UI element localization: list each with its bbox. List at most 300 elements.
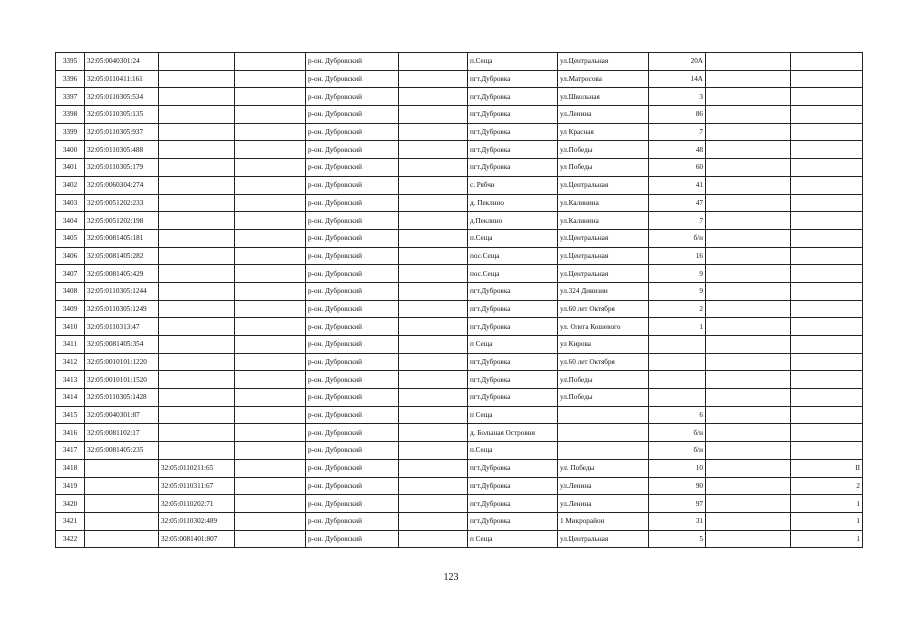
cell-cadastral-number: 32:05:0110305:179 bbox=[85, 159, 159, 177]
cell-row-number: 3398 bbox=[56, 106, 85, 124]
cell-empty bbox=[399, 318, 468, 336]
cell-cadastral-number bbox=[85, 495, 159, 513]
cell-house-number: б/н bbox=[649, 229, 706, 247]
cell-empty bbox=[399, 282, 468, 300]
cell-row-number: 3417 bbox=[56, 442, 85, 460]
cell-street: ул Кирова bbox=[558, 336, 649, 354]
cell-row-number: 3418 bbox=[56, 459, 85, 477]
cell-locality: пгт.Дубровка bbox=[468, 353, 558, 371]
cell-empty bbox=[706, 212, 791, 230]
cell-empty bbox=[706, 389, 791, 407]
cell-house-number: 90 bbox=[649, 477, 706, 495]
cell-street: ул.Победы bbox=[558, 389, 649, 407]
cell-empty bbox=[706, 336, 791, 354]
cell-empty bbox=[235, 406, 306, 424]
cell-street: ул.Центральная bbox=[558, 176, 649, 194]
cell-cadastral-number-alt bbox=[159, 53, 235, 71]
cell-street bbox=[558, 424, 649, 442]
cell-cadastral-number-alt bbox=[159, 88, 235, 106]
cell-cadastral-number-alt bbox=[159, 106, 235, 124]
cell-empty bbox=[706, 371, 791, 389]
cell-empty bbox=[706, 106, 791, 124]
cell-extra-value: 1 bbox=[791, 495, 863, 513]
cell-empty bbox=[399, 371, 468, 389]
cell-house-number: 6 bbox=[649, 406, 706, 424]
cell-extra-value bbox=[791, 141, 863, 159]
cell-cadastral-number-alt: 32:05:0110302:489 bbox=[159, 512, 235, 530]
table-row bbox=[56, 442, 863, 460]
cell-cadastral-number: 32:05:0110411:161 bbox=[85, 70, 159, 88]
cell-empty bbox=[235, 495, 306, 513]
cell-cadastral-number-alt: 32:05:0110211:65 bbox=[159, 459, 235, 477]
cell-cadastral-number-alt bbox=[159, 424, 235, 442]
cell-extra-value bbox=[791, 442, 863, 460]
cell-region: р-он. Дубровский bbox=[306, 512, 399, 530]
cell-empty bbox=[399, 176, 468, 194]
cell-cadastral-number: 32:05:0110305:488 bbox=[85, 141, 159, 159]
table-row bbox=[56, 212, 863, 230]
cell-extra-value bbox=[791, 229, 863, 247]
cell-house-number: 9 bbox=[649, 265, 706, 283]
cell-row-number: 3402 bbox=[56, 176, 85, 194]
cell-extra-value bbox=[791, 194, 863, 212]
cell-cadastral-number-alt bbox=[159, 247, 235, 265]
cell-empty bbox=[399, 477, 468, 495]
cell-extra-value bbox=[791, 318, 863, 336]
cell-row-number: 3420 bbox=[56, 495, 85, 513]
table-row bbox=[56, 406, 863, 424]
cell-locality: п.Сеща bbox=[468, 53, 558, 71]
cell-locality: пгт.Дубровка bbox=[468, 300, 558, 318]
cell-empty bbox=[235, 88, 306, 106]
table-row bbox=[56, 141, 863, 159]
cell-cadastral-number-alt: 32:05:0081401:807 bbox=[159, 530, 235, 548]
cell-region: р-он. Дубровский bbox=[306, 70, 399, 88]
cell-empty bbox=[706, 123, 791, 141]
cell-house-number: 16 bbox=[649, 247, 706, 265]
cell-empty bbox=[706, 424, 791, 442]
cell-house-number: 86 bbox=[649, 106, 706, 124]
cell-locality: п.Сеща bbox=[468, 442, 558, 460]
table-row bbox=[56, 530, 863, 548]
table-row bbox=[56, 265, 863, 283]
cell-cadastral-number bbox=[85, 459, 159, 477]
cell-cadastral-number: 32:05:0081405:181 bbox=[85, 229, 159, 247]
cell-region: р-он. Дубровский bbox=[306, 459, 399, 477]
cell-house-number: 7 bbox=[649, 212, 706, 230]
register-table-body bbox=[56, 53, 863, 548]
table-row bbox=[56, 477, 863, 495]
cell-region: р-он. Дубровский bbox=[306, 318, 399, 336]
cell-extra-value bbox=[791, 159, 863, 177]
cell-cadastral-number-alt bbox=[159, 265, 235, 283]
cell-row-number: 3412 bbox=[56, 353, 85, 371]
cell-row-number: 3397 bbox=[56, 88, 85, 106]
cell-row-number: 3413 bbox=[56, 371, 85, 389]
cell-locality: пгт.Дубровка bbox=[468, 512, 558, 530]
cell-cadastral-number-alt bbox=[159, 70, 235, 88]
cell-street: ул.Центральная bbox=[558, 265, 649, 283]
cell-row-number: 3410 bbox=[56, 318, 85, 336]
cell-empty bbox=[399, 194, 468, 212]
table-row bbox=[56, 159, 863, 177]
cell-empty bbox=[706, 318, 791, 336]
cell-region: р-он. Дубровский bbox=[306, 353, 399, 371]
cell-region: р-он. Дубровский bbox=[306, 123, 399, 141]
cell-house-number: 14А bbox=[649, 70, 706, 88]
cell-locality: п Сеща bbox=[468, 336, 558, 354]
cell-region: р-он. Дубровский bbox=[306, 88, 399, 106]
cell-row-number: 3401 bbox=[56, 159, 85, 177]
cell-cadastral-number-alt bbox=[159, 406, 235, 424]
cell-street: ул.Центральная bbox=[558, 247, 649, 265]
table-row bbox=[56, 353, 863, 371]
cell-region: р-он. Дубровский bbox=[306, 141, 399, 159]
cell-empty bbox=[706, 353, 791, 371]
cell-empty bbox=[235, 141, 306, 159]
cell-empty bbox=[399, 106, 468, 124]
cell-empty bbox=[235, 229, 306, 247]
cell-empty bbox=[706, 442, 791, 460]
cell-street: ул.324 Дивизии bbox=[558, 282, 649, 300]
cell-empty bbox=[706, 265, 791, 283]
cell-house-number: 20А bbox=[649, 53, 706, 71]
cell-house-number bbox=[649, 336, 706, 354]
cell-cadastral-number: 32:05:0110305:937 bbox=[85, 123, 159, 141]
cell-cadastral-number: 32:05:0040301:24 bbox=[85, 53, 159, 71]
cell-street bbox=[558, 442, 649, 460]
cell-cadastral-number-alt: 32:05:0110311:67 bbox=[159, 477, 235, 495]
table-row bbox=[56, 389, 863, 407]
cell-empty bbox=[706, 282, 791, 300]
cell-empty bbox=[706, 229, 791, 247]
cell-empty bbox=[399, 459, 468, 477]
register-table bbox=[55, 52, 863, 548]
cell-extra-value: II bbox=[791, 459, 863, 477]
cell-empty bbox=[399, 247, 468, 265]
cell-locality: с. Рябчи bbox=[468, 176, 558, 194]
cell-empty bbox=[235, 265, 306, 283]
cell-empty bbox=[399, 406, 468, 424]
cell-empty bbox=[235, 424, 306, 442]
cell-cadastral-number: 32:05:0051202:198 bbox=[85, 212, 159, 230]
cell-region: р-он. Дубровский bbox=[306, 371, 399, 389]
cell-street: ул.60 лет Октября bbox=[558, 300, 649, 318]
table-row bbox=[56, 459, 863, 477]
cell-row-number: 3421 bbox=[56, 512, 85, 530]
cell-locality: п Сеща bbox=[468, 530, 558, 548]
cell-empty bbox=[399, 353, 468, 371]
cell-extra-value bbox=[791, 282, 863, 300]
table-row bbox=[56, 194, 863, 212]
table-row bbox=[56, 336, 863, 354]
cell-cadastral-number-alt bbox=[159, 389, 235, 407]
cell-locality: д.Пеклино bbox=[468, 212, 558, 230]
cell-row-number: 3395 bbox=[56, 53, 85, 71]
cell-empty bbox=[399, 389, 468, 407]
cell-house-number: б/н bbox=[649, 424, 706, 442]
cell-empty bbox=[235, 512, 306, 530]
cell-house-number: 31 bbox=[649, 512, 706, 530]
cell-cadastral-number bbox=[85, 477, 159, 495]
cell-region: р-он. Дубровский bbox=[306, 229, 399, 247]
cell-empty bbox=[706, 477, 791, 495]
cell-house-number: 1 bbox=[649, 318, 706, 336]
cell-empty bbox=[235, 247, 306, 265]
cell-locality: д. Большая Островня bbox=[468, 424, 558, 442]
cell-empty bbox=[706, 176, 791, 194]
cell-empty bbox=[235, 371, 306, 389]
table-row bbox=[56, 229, 863, 247]
cell-street: 1 Микрорайон bbox=[558, 512, 649, 530]
cell-street: ул. Победы bbox=[558, 459, 649, 477]
cell-empty bbox=[706, 159, 791, 177]
cell-empty bbox=[399, 424, 468, 442]
cell-locality: пгт.Дубровка bbox=[468, 282, 558, 300]
cell-region: р-он. Дубровский bbox=[306, 247, 399, 265]
cell-row-number: 3419 bbox=[56, 477, 85, 495]
cell-street: ул.Центральная bbox=[558, 229, 649, 247]
table-row bbox=[56, 318, 863, 336]
cell-street: ул.Ленина bbox=[558, 477, 649, 495]
cell-house-number: 3 bbox=[649, 88, 706, 106]
cell-cadastral-number: 32:05:0051202:233 bbox=[85, 194, 159, 212]
cell-cadastral-number-alt bbox=[159, 123, 235, 141]
cell-cadastral-number-alt bbox=[159, 194, 235, 212]
cell-house-number bbox=[649, 371, 706, 389]
cell-house-number: 10 bbox=[649, 459, 706, 477]
cell-extra-value: 1 bbox=[791, 530, 863, 548]
cell-row-number: 3406 bbox=[56, 247, 85, 265]
cell-cadastral-number-alt bbox=[159, 318, 235, 336]
cell-street: ул.Центральная bbox=[558, 530, 649, 548]
cell-extra-value bbox=[791, 371, 863, 389]
cell-row-number: 3415 bbox=[56, 406, 85, 424]
cell-extra-value bbox=[791, 176, 863, 194]
cell-empty bbox=[235, 336, 306, 354]
cell-empty bbox=[399, 495, 468, 513]
cell-empty bbox=[399, 53, 468, 71]
cell-empty bbox=[235, 282, 306, 300]
cell-empty bbox=[235, 159, 306, 177]
cell-row-number: 3422 bbox=[56, 530, 85, 548]
cell-region: р-он. Дубровский bbox=[306, 176, 399, 194]
cell-locality: пгт.Дубровка bbox=[468, 70, 558, 88]
cell-cadastral-number-alt bbox=[159, 353, 235, 371]
cell-locality: пос.Сеща bbox=[468, 265, 558, 283]
cell-locality: пгт.Дубровка bbox=[468, 389, 558, 407]
cell-empty bbox=[399, 530, 468, 548]
cell-cadastral-number: 32:05:0081405:235 bbox=[85, 442, 159, 460]
cell-empty bbox=[399, 442, 468, 460]
cell-street: ул.Победы bbox=[558, 371, 649, 389]
cell-cadastral-number: 32:05:0081405:429 bbox=[85, 265, 159, 283]
cell-extra-value: 1 bbox=[791, 512, 863, 530]
cell-locality: пгт.Дубровка bbox=[468, 159, 558, 177]
cell-empty bbox=[399, 300, 468, 318]
cell-cadastral-number: 32:05:0081102:17 bbox=[85, 424, 159, 442]
cell-region: р-он. Дубровский bbox=[306, 406, 399, 424]
cell-cadastral-number: 32:05:0110305:135 bbox=[85, 106, 159, 124]
cell-street: ул.60 лет Октября bbox=[558, 353, 649, 371]
cell-cadastral-number bbox=[85, 530, 159, 548]
table-row bbox=[56, 70, 863, 88]
cell-street: ул.Матросова bbox=[558, 70, 649, 88]
cell-locality: пгт.Дубровка bbox=[468, 123, 558, 141]
cell-street: ул.Калинина bbox=[558, 212, 649, 230]
cell-region: р-он. Дубровский bbox=[306, 442, 399, 460]
cell-house-number: 7 bbox=[649, 123, 706, 141]
cell-cadastral-number: 32:05:0010101:1520 bbox=[85, 371, 159, 389]
cell-cadastral-number: 32:05:0081405:354 bbox=[85, 336, 159, 354]
cell-region: р-он. Дубровский bbox=[306, 194, 399, 212]
cell-row-number: 3400 bbox=[56, 141, 85, 159]
cell-cadastral-number: 32:05:0110305:1428 bbox=[85, 389, 159, 407]
cell-house-number: 2 bbox=[649, 300, 706, 318]
cell-empty bbox=[706, 300, 791, 318]
cell-locality: пгт.Дубровка bbox=[468, 459, 558, 477]
cell-region: р-он. Дубровский bbox=[306, 106, 399, 124]
cell-region: р-он. Дубровский bbox=[306, 389, 399, 407]
cell-street: ул.Ленина bbox=[558, 106, 649, 124]
cell-empty bbox=[706, 53, 791, 71]
cell-region: р-он. Дубровский bbox=[306, 424, 399, 442]
cell-extra-value bbox=[791, 353, 863, 371]
cell-empty bbox=[235, 459, 306, 477]
cell-extra-value bbox=[791, 123, 863, 141]
cell-empty bbox=[399, 229, 468, 247]
cell-cadastral-number-alt bbox=[159, 300, 235, 318]
cell-row-number: 3414 bbox=[56, 389, 85, 407]
cell-row-number: 3407 bbox=[56, 265, 85, 283]
cell-region: р-он. Дубровский bbox=[306, 159, 399, 177]
cell-empty bbox=[235, 389, 306, 407]
cell-region: р-он. Дубровский bbox=[306, 300, 399, 318]
cell-empty bbox=[235, 123, 306, 141]
cell-house-number: 9 bbox=[649, 282, 706, 300]
cell-house-number: 41 bbox=[649, 176, 706, 194]
cell-house-number: 48 bbox=[649, 141, 706, 159]
cell-empty bbox=[235, 318, 306, 336]
cell-empty bbox=[706, 495, 791, 513]
table-row bbox=[56, 88, 863, 106]
cell-locality: пгт.Дубровка bbox=[468, 106, 558, 124]
cell-locality: п.Сеща bbox=[468, 229, 558, 247]
cell-cadastral-number: 32:05:0040301:87 bbox=[85, 406, 159, 424]
cell-empty bbox=[235, 442, 306, 460]
cell-locality: пгт.Дубровка bbox=[468, 88, 558, 106]
cell-region: р-он. Дубровский bbox=[306, 53, 399, 71]
cell-cadastral-number-alt bbox=[159, 159, 235, 177]
cell-locality: пгт.Дубровка bbox=[468, 318, 558, 336]
cell-street: ул.Калинина bbox=[558, 194, 649, 212]
cell-street: ул.Победы bbox=[558, 141, 649, 159]
cell-cadastral-number-alt bbox=[159, 176, 235, 194]
cell-cadastral-number-alt bbox=[159, 282, 235, 300]
cell-empty bbox=[235, 353, 306, 371]
cell-cadastral-number-alt bbox=[159, 442, 235, 460]
cell-row-number: 3416 bbox=[56, 424, 85, 442]
cell-empty bbox=[706, 88, 791, 106]
cell-street: ул Победы bbox=[558, 159, 649, 177]
cell-empty bbox=[399, 159, 468, 177]
cell-cadastral-number: 32:05:0010101:1220 bbox=[85, 353, 159, 371]
cell-empty bbox=[399, 70, 468, 88]
page-number: 123 bbox=[443, 572, 459, 583]
cell-locality: пгт.Дубровка bbox=[468, 371, 558, 389]
cell-street: ул Красная bbox=[558, 123, 649, 141]
cell-cadastral-number-alt bbox=[159, 141, 235, 159]
cell-house-number bbox=[649, 389, 706, 407]
table-row bbox=[56, 247, 863, 265]
cell-locality: пос.Сеща bbox=[468, 247, 558, 265]
cell-street: ул.Центральная bbox=[558, 53, 649, 71]
cell-row-number: 3404 bbox=[56, 212, 85, 230]
cell-region: р-он. Дубровский bbox=[306, 477, 399, 495]
cell-street: ул.Школьная bbox=[558, 88, 649, 106]
table-row bbox=[56, 53, 863, 71]
cell-region: р-он. Дубровский bbox=[306, 336, 399, 354]
cell-empty bbox=[399, 88, 468, 106]
cell-cadastral-number-alt bbox=[159, 336, 235, 354]
table-row bbox=[56, 371, 863, 389]
cell-region: р-он. Дубровский bbox=[306, 530, 399, 548]
cell-empty bbox=[235, 212, 306, 230]
cell-empty bbox=[706, 194, 791, 212]
cell-empty bbox=[235, 106, 306, 124]
cell-empty bbox=[399, 123, 468, 141]
cell-extra-value bbox=[791, 265, 863, 283]
cell-empty bbox=[235, 70, 306, 88]
cell-house-number: 60 bbox=[649, 159, 706, 177]
cell-extra-value bbox=[791, 389, 863, 407]
table-row bbox=[56, 512, 863, 530]
cell-street: ул. Олега Кошевого bbox=[558, 318, 649, 336]
cell-cadastral-number: 32:05:0110313:47 bbox=[85, 318, 159, 336]
cell-empty bbox=[399, 336, 468, 354]
cell-locality: пгт.Дубровка bbox=[468, 495, 558, 513]
cell-empty bbox=[235, 176, 306, 194]
cell-extra-value bbox=[791, 336, 863, 354]
cell-empty bbox=[706, 247, 791, 265]
cell-extra-value bbox=[791, 53, 863, 71]
cell-cadastral-number: 32:05:0060304:274 bbox=[85, 176, 159, 194]
cell-row-number: 3408 bbox=[56, 282, 85, 300]
cell-region: р-он. Дубровский bbox=[306, 265, 399, 283]
table-row bbox=[56, 176, 863, 194]
cell-cadastral-number: 32:05:0081405:282 bbox=[85, 247, 159, 265]
cell-extra-value bbox=[791, 247, 863, 265]
cell-house-number: 5 bbox=[649, 530, 706, 548]
cell-region: р-он. Дубровский bbox=[306, 212, 399, 230]
cell-cadastral-number-alt: 32:05:0110202:71 bbox=[159, 495, 235, 513]
cell-row-number: 3399 bbox=[56, 123, 85, 141]
table-row bbox=[56, 424, 863, 442]
cell-house-number bbox=[649, 353, 706, 371]
table-row bbox=[56, 282, 863, 300]
cell-cadastral-number: 32:05:0110305:1244 bbox=[85, 282, 159, 300]
cell-empty bbox=[706, 459, 791, 477]
cell-extra-value bbox=[791, 212, 863, 230]
table-row bbox=[56, 123, 863, 141]
cell-row-number: 3403 bbox=[56, 194, 85, 212]
cell-empty bbox=[706, 141, 791, 159]
cell-empty bbox=[235, 194, 306, 212]
cell-extra-value bbox=[791, 88, 863, 106]
cell-extra-value bbox=[791, 300, 863, 318]
cell-row-number: 3396 bbox=[56, 70, 85, 88]
cell-extra-value: 2 bbox=[791, 477, 863, 495]
